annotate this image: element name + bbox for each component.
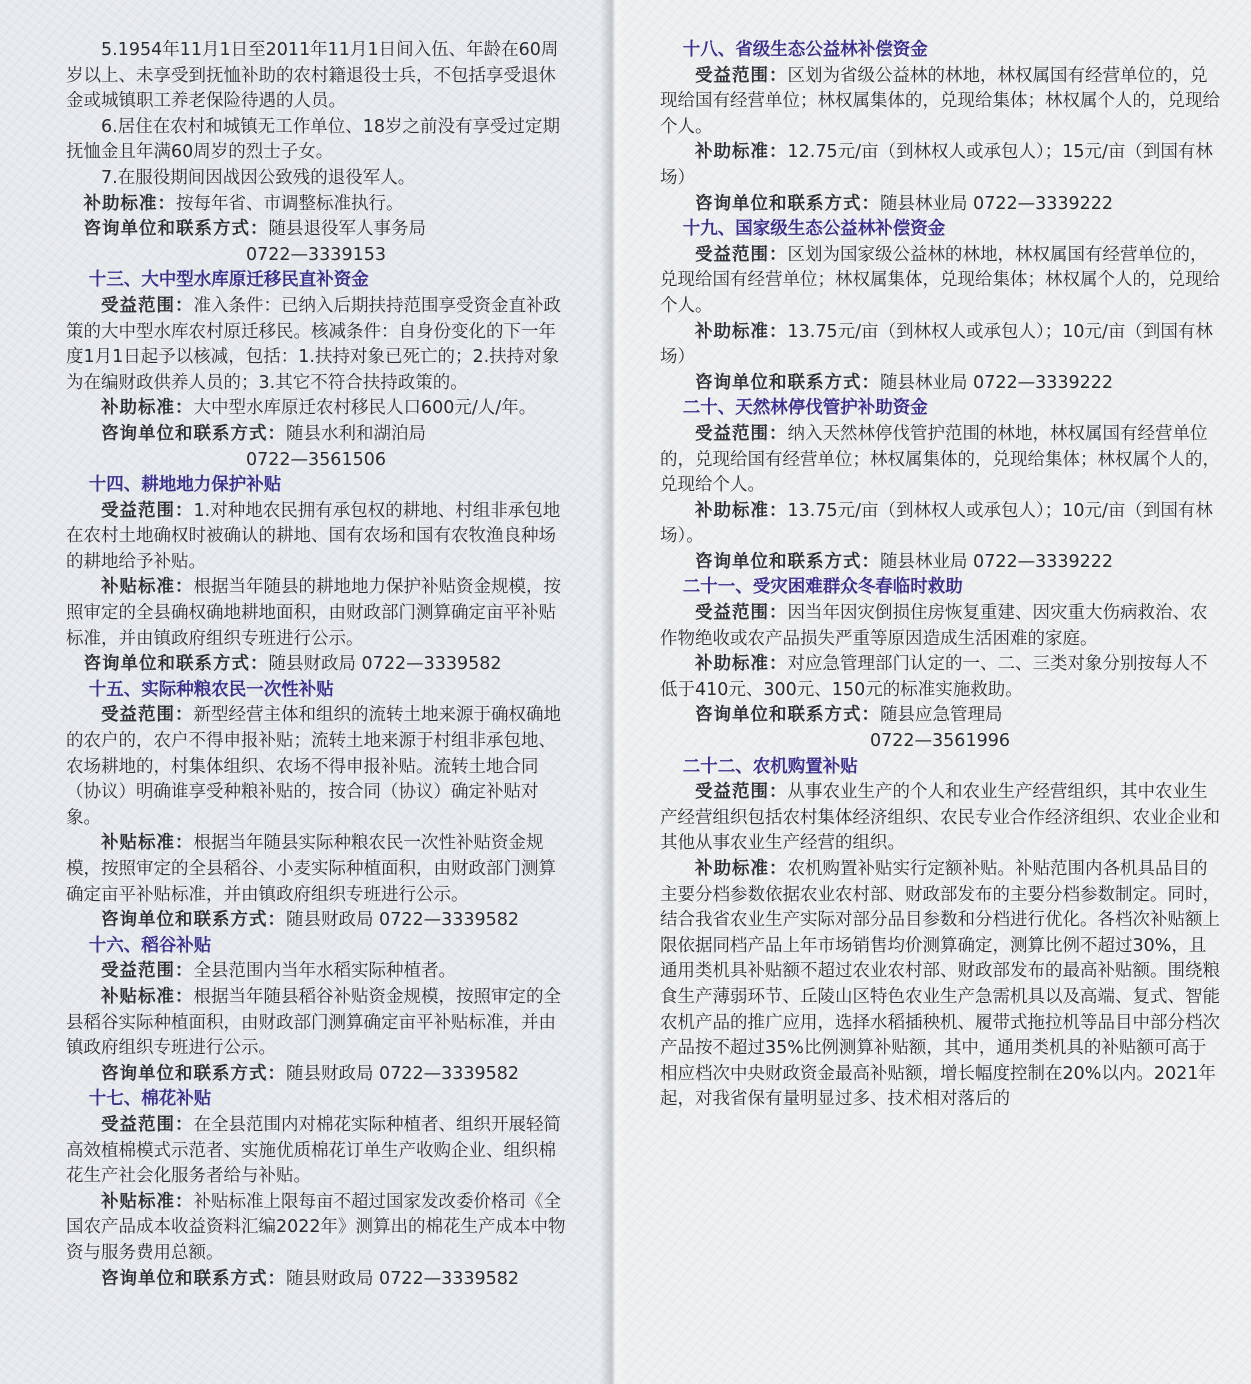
section-13-scope: 受益范围：准入条件：已纳入后期扶持范围享受资金直补政策的大中型水库农村原迁移民。核减条件：自身份变化的下一年度1月1日起予以核减，包括：1.扶持对象已死亡的；2.扶持对象为在编财政供养人员的；3.其它不符合扶持政策的。 [66, 295, 561, 393]
section-21-contact: 咨询单位和联系方式：随县应急管理局 [695, 705, 1003, 726]
section-14-title: 十四、耕地地力保护补贴 [88, 475, 282, 496]
left-page [0, 0, 612, 1384]
section-14-contact: 咨询单位和联系方式：随县财政局 0722—3339582 [83, 654, 502, 675]
section-16-scope: 受益范围：全县范围内当年水稻实际种植者。 [101, 961, 456, 982]
section-15-contact: 咨询单位和联系方式：随县财政局 0722—3339582 [101, 910, 520, 931]
section-15-scope: 受益范围：新型经营主体和组织的流转土地来源于确权确地的农户的，农户不得申报补贴；流转土地来源于村组非承包地、农场耕地的，村集体组织、农场不得申报补贴。流转土地合同（协议）明确谁享受种粮补贴的，按合同（协议）确定补贴对象。 [66, 705, 561, 828]
section-20-title: 二十、天然林停伐管护补助资金 [682, 398, 928, 419]
center-fold [600, 0, 626, 1384]
section-19-contact: 咨询单位和联系方式：随县林业局 0722—3339222 [695, 372, 1114, 393]
section-20-scope: 受益范围：纳入天然林停伐管护范围的林地，林权属国有经营单位的，兑现给国有经营单位；林权属集体的，兑现给集体；林权属个人的，兑现给个人。 [660, 423, 1220, 496]
section-17-contact: 咨询单位和联系方式：随县财政局 0722—3339582 [101, 1268, 520, 1289]
section-14-standard: 补贴标准：根据当年随县的耕地地力保护补贴资金规模，按照审定的全县确权确地耕地面积，由财政部门测算确定亩平补贴标准，并由镇政府组织专班进行公示。 [66, 577, 561, 649]
section-13-standard: 补助标准：大中型水库原迁农村移民人口600元/人/年。 [101, 398, 537, 419]
eligibility-item-7: 7.在服役期间因战因公致残的退役军人。 [101, 167, 416, 188]
section-19-title: 十九、国家级生态公益林补偿资金 [682, 219, 946, 240]
right-column [660, 38, 1220, 1113]
section-17-title: 十七、棉花补贴 [88, 1089, 212, 1110]
veteran-standard: 补助标准：按每年省、市调整标准执行。 [83, 193, 404, 214]
veteran-contact: 咨询单位和联系方式：随县退役军人事务局 [83, 219, 426, 240]
section-14-scope: 受益范围：1.对种地农民拥有承包权的耕地、村组非承包地在农村土地确权时被确认的耕地、国有农场和国有农牧渔良种场的耕地给予补贴。 [66, 500, 561, 572]
section-18-scope: 受益范围：区划为省级公益林的林地，林权属国有经营单位的，兑现给国有经营单位；林权属集体的，兑现给集体；林权属个人的，兑现给个人。 [660, 65, 1220, 137]
section-19-scope: 受益范围：区划为国家级公益林的林地，林权属国有经营单位的，兑现给国有经营单位；林权属集体，兑现给集体；林权属个人的，兑现给个人。 [660, 244, 1220, 316]
section-21-scope: 受益范围：因当年因灾倒损住房恢复重建、因灾重大伤病救治、农作物绝收或农产品损失严重等原因造成生活困难的家庭。 [660, 603, 1208, 649]
section-20-contact: 咨询单位和联系方式：随县林业局 0722—3339222 [695, 551, 1114, 572]
section-13-title: 十三、大中型水库原迁移民直补资金 [88, 270, 369, 291]
section-21-phone: 0722—3561996 [870, 731, 1010, 752]
veteran-phone: 0722—3339153 [246, 244, 386, 265]
left-column [66, 38, 566, 1292]
section-20-standard: 补助标准：13.75元/亩（到林权人或承包人）；10元/亩（到国有林场）。 [660, 500, 1213, 547]
section-19-standard: 补助标准：13.75元/亩（到林权人或承包人）；10元/亩（到国有林场） [660, 321, 1213, 368]
section-22-standard: 补助标准：农机购置补贴实行定额补贴。补贴范围内各机具品目的主要分档参数依据农业农村部、财政部发布的主要分档参数制定。同时，结合我省农业生产实际对部分品目参数和分档进行优化。各档次补贴额上限依据同档产品上年市场销售均价测算确定，测算比例不超过30%，且通用类机具补贴额不超过农业农村部、财政部发布的最高补贴额。围绕粮食生产薄弱环节、丘陵山区特色农业生产急需机具以及高端、复式、智能农机产品的推广应用，选择水稻插秧机、履带式拖拉机等品目中部分档次产品按不超过35%比例测算补贴额，其中，通用类机具的补贴额可高于相应档次中央财政资金最高补贴额，增长幅度控制在20%以内。2021年起，对我省保有量明显过多、技术相对落后的 [660, 859, 1220, 1110]
right-page [612, 0, 1251, 1384]
section-21-standard: 补助标准：对应急管理部门认定的一、二、三类对象分别按每人不低于410元、300元、150元的标准实施救助。 [660, 654, 1208, 700]
section-21-title: 二十一、受灾困难群众冬春临时救助 [682, 577, 963, 598]
section-17-standard: 补贴标准：补贴标准上限每亩不超过国家发改委价格司《全国农产品成本收益资料汇编2022年》测算出的棉花生产成本中物资与服务费用总额。 [66, 1191, 566, 1263]
section-18-title: 十八、省级生态公益林补偿资金 [682, 40, 928, 60]
section-16-title: 十六、稻谷补贴 [88, 935, 212, 956]
section-22-scope: 受益范围：从事农业生产的个人和农业生产经营组织，其中农业生产经营组织包括农村集体经济组织、农民专业合作经济组织、农业企业和其他从事农业生产经营的组织。 [660, 782, 1220, 854]
section-17-scope: 受益范围：在全县范围内对棉花实际种植者、组织开展轻简高效植棉模式示范者、实施优质棉花订单生产收购企业、组织棉花生产社会化服务者给与补贴。 [66, 1114, 561, 1187]
section-13-phone: 0722—3561506 [246, 449, 386, 470]
section-15-standard: 补贴标准：根据当年随县实际种粮农民一次性补贴资金规模，按照审定的全县稻谷、小麦实际种植面积，由财政部门测算确定亩平补贴标准，并由镇政府组织专班进行公示。 [66, 833, 556, 905]
section-18-contact: 咨询单位和联系方式：随县林业局 0722—3339222 [695, 193, 1114, 214]
section-22-title: 二十二、农机购置补贴 [682, 756, 858, 777]
section-15-title: 十五、实际种粮农民一次性补贴 [88, 679, 334, 700]
section-18-standard: 补助标准：12.75元/亩（到林权人或承包人）；15元/亩（到国有林场） [660, 142, 1213, 188]
section-16-contact: 咨询单位和联系方式：随县财政局 0722—3339582 [101, 1063, 520, 1084]
eligibility-item-6: 6.居住在农村和城镇无工作单位、18岁之前没有享受过定期抚恤金且年满60周岁的烈士子女。 [66, 116, 560, 163]
section-13-contact: 咨询单位和联系方式：随县水利和湖泊局 [101, 423, 426, 444]
eligibility-item-5: 5.1954年11月1日至2011年11月1日间入伍、年龄在60周岁以上、未享受到抚恤补助的农村籍退役士兵，不包括享受退休金或城镇职工养老保险待遇的人员。 [66, 40, 559, 112]
section-16-standard: 补贴标准：根据当年随县稻谷补贴资金规模，按照审定的全县稻谷实际种植面积，由财政部门测算确定亩平补贴标准，并由镇政府组织专班进行公示。 [66, 986, 561, 1059]
